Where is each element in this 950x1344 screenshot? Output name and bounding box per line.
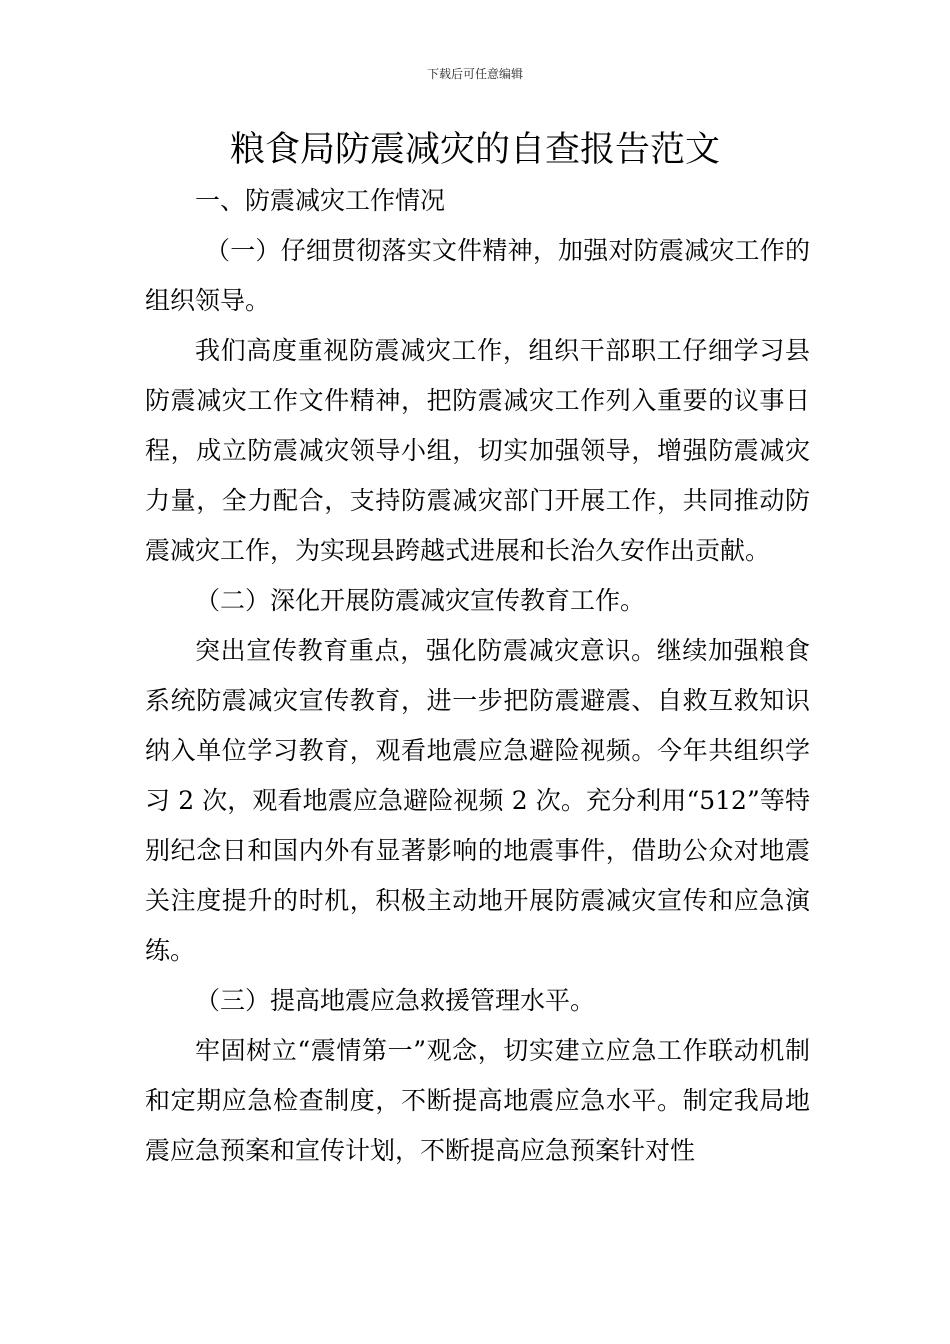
subsection-heading-1: （一）仔细贯彻落实文件精神，加强对防震减灾工作的组织领导。 — [145, 236, 810, 315]
header-note: 下载后可任意编辑 — [426, 67, 523, 81]
subsection-heading-3: （三）提高地震应急救援管理水平。 — [195, 986, 596, 1015]
subsection-heading-2: （二）深化开展防震减灾宣传教育工作。 — [195, 586, 646, 615]
paragraph-2: 突出宣传教育重点，强化防震减灾意识。继续加强粮食系统防震减灾宣传教育，进一步把防震避震、自救互救知识纳入单位学习教育，观看地震应急避险视频。今年共组织学习 2 次，观看地震应急避险视频 2 次。充分利用“512”等特别纪念日和国内外有显著影响的地震事件，借助公众对地震关注度提升的时机，积极主动地开展防震减灾宣传和应急演练。 — [145, 636, 810, 965]
section-heading: 一、防震减灾工作情况 — [195, 186, 446, 215]
document-title: 粮食局防震减灾的自查报告范文 — [229, 130, 720, 170]
document-body — [145, 176, 810, 1176]
paragraph-3: 牢固树立“震情第一”观念，切实建立应急工作联动机制和定期应急检查制度，不断提高地震应急水平。制定我局地震应急预案和宣传计划，不断提高应急预案针对性 — [145, 1036, 810, 1165]
paragraph-1: 我们高度重视防震减灾工作，组织干部职工仔细学习县防震减灾工作文件精神，把防震减灾工作列入重要的议事日程，成立防震减灾领导小组，切实加强领导，增强防震减灾力量，全力配合，支持防震减灾部门开展工作，共同推动防震减灾工作，为实现县跨越式进展和长治久安作出贡献。 — [145, 336, 810, 565]
